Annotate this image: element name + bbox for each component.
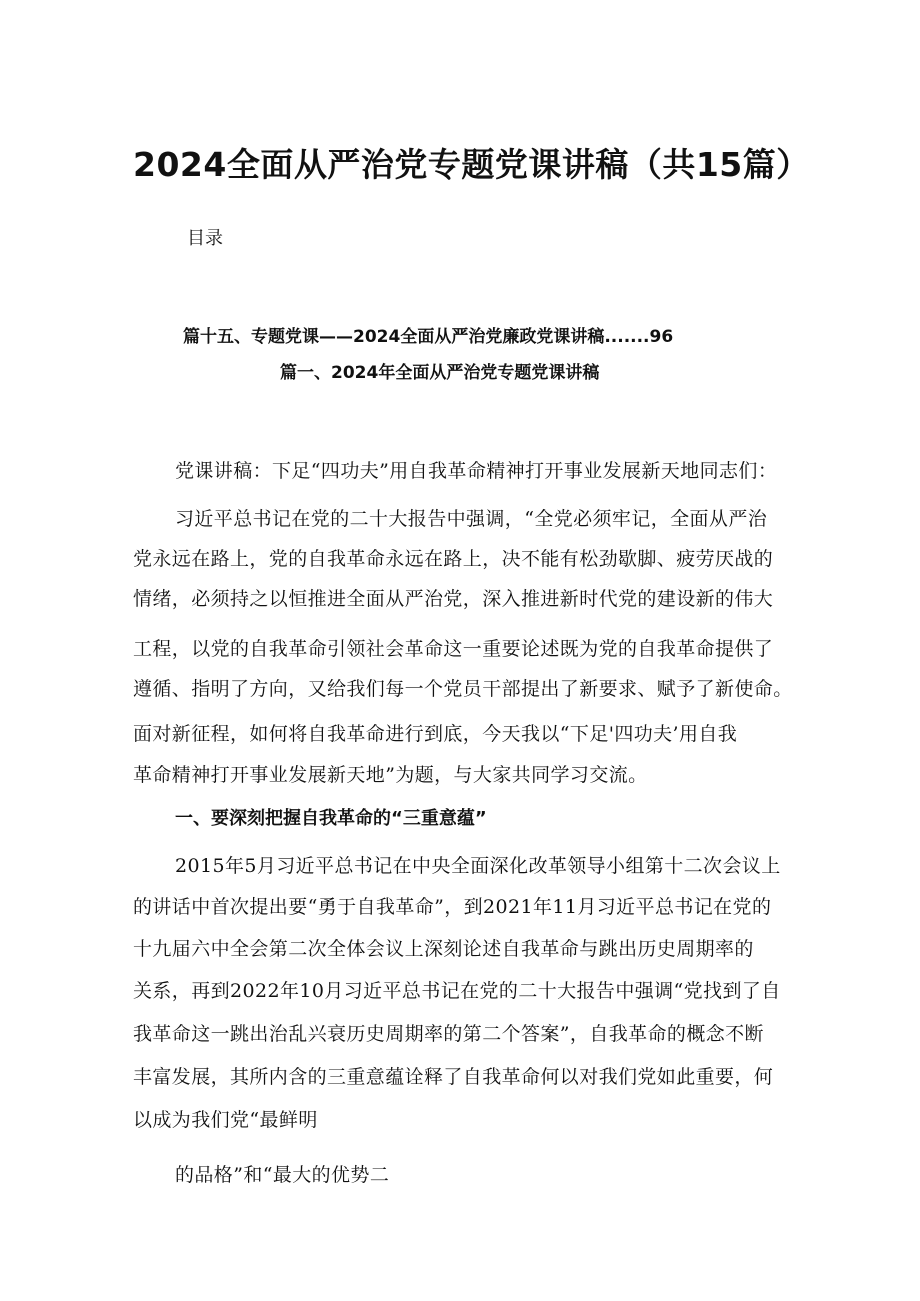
section-heading: 一、要深刻把握自我革命的“三重意蕴” bbox=[175, 808, 487, 829]
document-title: 2024全面从严治党专题党课讲稿（共15篇） bbox=[133, 145, 810, 184]
trailing-line: 的品格”和“最大的优势二 bbox=[175, 1164, 390, 1186]
chapter-heading: 篇一、2024年全面从严治党专题党课讲稿 bbox=[280, 363, 600, 383]
intro-line: 习近平总书记在党的二十大报告中强调，“全党必须牢记，全面从严治 bbox=[175, 508, 768, 530]
section-line: 十九届六中全会第二次全体会议上深刻论述自我革命与跳出历史周期率的 bbox=[133, 938, 754, 960]
toc-entry[interactable]: 篇十五、专题党课——2024全面从严治党廉政党课讲稿.......96 bbox=[183, 327, 674, 347]
section-line: 我革命这一跳出治乱兴衰历史周期率的第二个答案”，自我革命的概念不断 bbox=[133, 1023, 764, 1045]
intro-line: 遵循、指明了方向，又给我们每一个党员干部提出了新要求、赋予了新使命。 bbox=[133, 678, 793, 700]
intro-line: 情绪，必须持之以恒推进全面从严治党，深入推进新时代党的建设新的伟大 bbox=[133, 588, 774, 610]
intro-line: 革命精神打开事业发展新天地”为题，与大家共同学习交流。 bbox=[133, 764, 648, 786]
section-line: 的讲话中首次提出要“勇于自我革命”，到2021年11月习近平总书记在党的 bbox=[133, 896, 772, 918]
toc-label: 目录 bbox=[187, 228, 223, 249]
section-line: 关系，再到2022年10月习近平总书记在党的二十大报告中强调“党找到了自 bbox=[133, 980, 781, 1002]
intro-line: 党课讲稿：下足“四功夫”用自我革命精神打开事业发展新天地同志们： bbox=[175, 460, 778, 482]
intro-line: 工程，以党的自我革命引领社会革命这一重要论述既为党的自我革命提供了 bbox=[133, 638, 774, 660]
section-line: 以成为我们党“最鲜明 bbox=[133, 1109, 318, 1131]
intro-line: 面对新征程，如何将自我革命进行到底，今天我以“下足'四功夫’用自我 bbox=[133, 723, 738, 745]
intro-line: 党永远在路上，党的自我革命永远在路上，决不能有松劲歇脚、疲劳厌战的 bbox=[133, 548, 774, 570]
section-line: 2015年5月习近平总书记在中央全面深化改革领导小组第十二次会议上 bbox=[175, 855, 781, 877]
section-line: 丰富发展，其所内含的三重意蕴诠释了自我革命何以对我们党如此重要，何 bbox=[133, 1066, 774, 1088]
